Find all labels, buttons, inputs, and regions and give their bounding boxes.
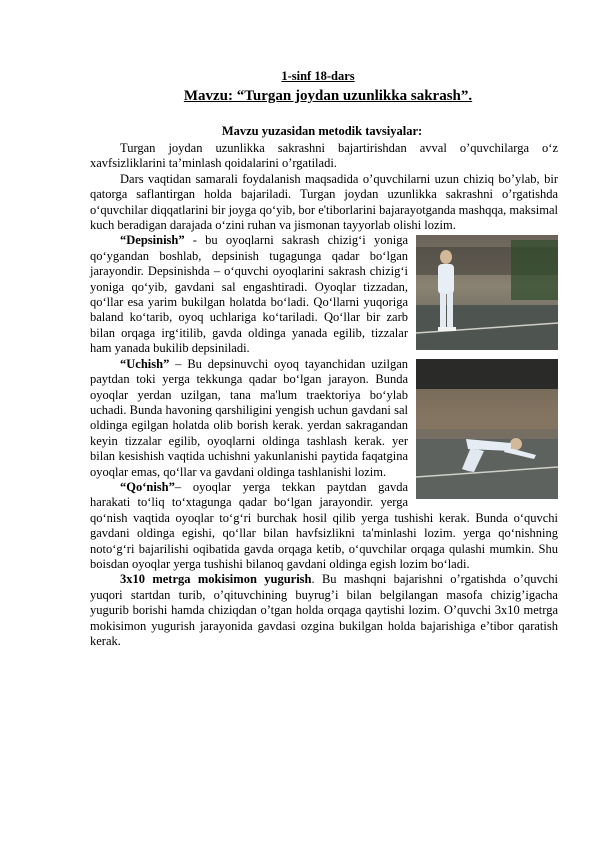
landing-text: – oyoqlar yerga tekkan paytdan gavda harakati to‘liq to‘xtagunga qadar bo‘lgan jarayondir. yerga qo‘nish vaqtida oyoqlar to‘g‘ri burchak hosil qilib yerga tushishi kerak. Bunda o‘quvchi gavdani oldinga egishi, qo‘llar bilan havfsizlikni ta'minlashi lozim. yerga qo‘nishning noto‘g‘ri bajarilishi oqibatida gavda orqaga ketib, o‘quvchilar orqaga qulashi mumkin. Shu boisdan oyoqlar yerga tushishi bilanoq gavdani oldinga egish lozim bo‘ladi. — [90, 479, 558, 571]
document-body — [90, 141, 558, 649]
jumping-child-photo — [416, 359, 558, 499]
term-takeoff: “Depsinish” — [120, 233, 185, 248]
term-shuttle-run: 3x10 metrga mokisimon yugurish — [120, 572, 312, 587]
standing-child-photo — [416, 235, 558, 350]
section-heading: Mavzu yuzasidan metodik tavsiyalar: — [221, 124, 423, 138]
paragraph-organization: Dars vaqtidan samarali foydalanish maqsadida o’quvchilarni uzun chiziq bo’ylab, bir qatorga saflantirgan holda bajariladi. Turgan joydan uzunlikka sakrashni o’rgatishda o‘quvchilar diqqatlarini bir joyga qo‘yib, bor e'tiborlarini bajarayotganda mashqqa, maksimal kuch beradigan darajada o‘zini ruhan va jismonan tayyorlab olishi lozim. — [90, 171, 558, 233]
paragraph-safety: Turgan joydan uzunlikka sakrashni bajartirishdan avval o’quvchilarga o‘z xavfsizliklarini ta’minlash qoidalarini o’rgatiladi. — [90, 141, 558, 171]
flight-text: – Bu depsinuvchi oyoq tayanchidan uzilgan paytdan toki yerga tekkunga qadar bo‘lgan jarayon. Bunda oyoqlar yerdan uzilgan, tana ma'lum traektoriya bo‘ylab uchadi. Bunda havoning qarshiligini yengish uchun gavdani sal oldinga egilgan holatda olib borish kerak. yerdan sakragandan keyin tizzalar egilib, oyoqlarni oldinga tashlash kerak. yer bilan kesishish vaqtida uchishni yakunlanishi paytida faqatgina oyoqlar emas, qo‘llar va gavdani oldinga tashlanishi lozim. — [90, 356, 408, 479]
term-flight: “Uchish” — [120, 356, 170, 371]
shuttle-run-text: . Bu mashqni bajarishni o’rgatishda o’quvchi yuqori startdan turib, o’qituvchining buyrug’i bilan belgilangan masofa chizig’igacha yugurib borishi hamda chiziqdan o’tgan holda orqaga qaytishi lozim. O’quvchi 3x10 metrga mokisimon yugurish jarayonida gavdasi ozgina bukilgan holda bajarishiga e’tibor qaratish kerak. — [90, 572, 558, 648]
lesson-topic: Mavzu: “Turgan joydan uzunlikka sakrash”. — [183, 88, 473, 104]
paragraph-shuttle-run — [90, 572, 558, 649]
jumping-child-photo-icon — [416, 359, 558, 499]
standing-child-photo-icon — [416, 235, 558, 350]
takeoff-text: - bu oyoqlarni sakrash chizig‘i yoniga qo‘ygandan boshlab, depsinish tugagunga qadar bo‘lgan jarayondir. Depsinishda – o‘quvchi oyoqlarini sakrash chizig‘i yoniga qo‘yib, gavdani sal engashtiradi. Oyoqlar tizzadan, qo‘llar esa yarim bukilgan holatda bo‘ladi. Qo‘llarni yuqoriga baland ko‘tarib, oyoq uchlariga ko‘tariladi. Qo‘llar bir zarb bilan orqaga irg‘itilib, gavda oldinga yanada egilib, tizzalar ham yanada bukilib depsiniladi. — [90, 233, 408, 356]
term-landing: “Qo‘nish” — [120, 479, 175, 494]
lesson-number: 1-sinf 18-dars — [281, 69, 355, 83]
